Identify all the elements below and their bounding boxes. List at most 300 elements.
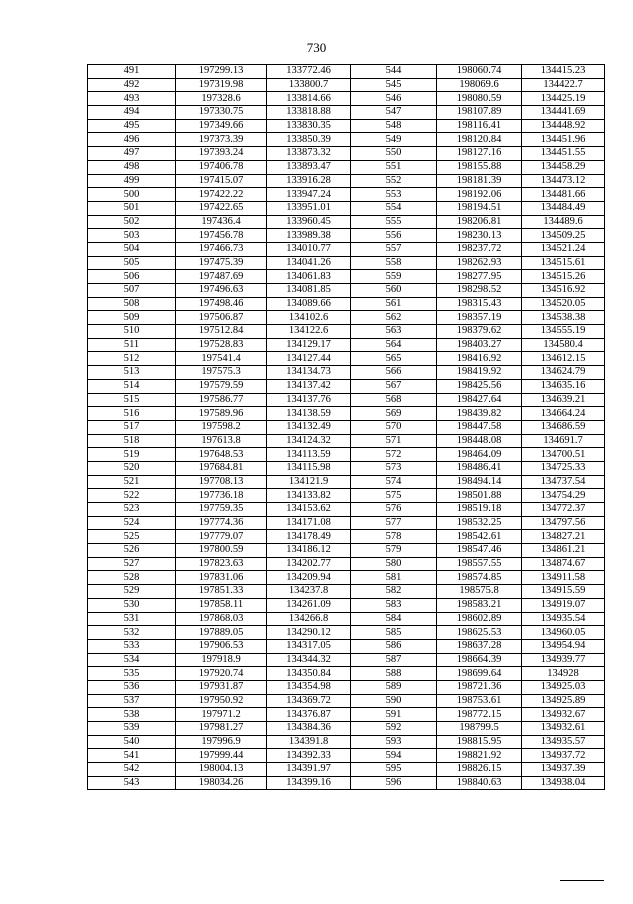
- x-coordinate-left: 197759.35: [176, 503, 267, 517]
- x-coordinate-left: 197981.27: [176, 722, 267, 736]
- table-row: [88, 270, 605, 284]
- x-coordinate-left: 197475.39: [176, 256, 267, 270]
- y-coordinate-right: 134939.77: [522, 653, 605, 667]
- table-row: [88, 626, 605, 640]
- x-coordinate-right: 198277.95: [437, 270, 522, 284]
- y-coordinate-right: 134473.12: [522, 174, 605, 188]
- y-coordinate-left: 134376.87: [267, 708, 351, 722]
- x-coordinate-right: 198448.08: [437, 434, 522, 448]
- x-coordinate-right: 198557.55: [437, 557, 522, 571]
- x-coordinate-left: 197579.59: [176, 379, 267, 393]
- point-number-right: 550: [351, 147, 437, 161]
- x-coordinate-left: 197996.9: [176, 735, 267, 749]
- point-number-right: 584: [351, 612, 437, 626]
- x-coordinate-right: 198699.64: [437, 667, 522, 681]
- y-coordinate-left: 133800.7: [267, 78, 351, 92]
- table-row: [88, 311, 605, 325]
- point-number-left: 523: [88, 503, 176, 517]
- y-coordinate-left: 133850.39: [267, 133, 351, 147]
- point-number-right: 544: [351, 65, 437, 79]
- point-number-left: 492: [88, 78, 176, 92]
- point-number-right: 575: [351, 489, 437, 503]
- x-coordinate-right: 198120.84: [437, 133, 522, 147]
- point-number-right: 553: [351, 188, 437, 202]
- table-row: [88, 284, 605, 298]
- y-coordinate-left: 134061.83: [267, 270, 351, 284]
- y-coordinate-right: 134520.05: [522, 297, 605, 311]
- x-coordinate-right: 198206.81: [437, 215, 522, 229]
- x-coordinate-left: 197319.98: [176, 78, 267, 92]
- x-coordinate-left: 197487.69: [176, 270, 267, 284]
- x-coordinate-right: 198237.72: [437, 242, 522, 256]
- x-coordinate-right: 198181.39: [437, 174, 522, 188]
- table-row: [88, 242, 605, 256]
- x-coordinate-left: 197736.18: [176, 489, 267, 503]
- y-coordinate-left: 134369.72: [267, 694, 351, 708]
- y-coordinate-left: 134137.42: [267, 379, 351, 393]
- point-number-left: 528: [88, 571, 176, 585]
- point-number-left: 517: [88, 420, 176, 434]
- point-number-left: 518: [88, 434, 176, 448]
- point-number-right: 579: [351, 544, 437, 558]
- x-coordinate-right: 198532.25: [437, 516, 522, 530]
- y-coordinate-right: 134925.03: [522, 680, 605, 694]
- y-coordinate-right: 134938.04: [522, 776, 605, 790]
- x-coordinate-left: 197528.83: [176, 338, 267, 352]
- point-number-right: 549: [351, 133, 437, 147]
- y-coordinate-right: 134635.16: [522, 379, 605, 393]
- table-row: [88, 119, 605, 133]
- table-row: [88, 585, 605, 599]
- y-coordinate-left: 134350.84: [267, 667, 351, 681]
- point-number-right: 572: [351, 448, 437, 462]
- x-coordinate-left: 197512.84: [176, 325, 267, 339]
- point-number-left: 538: [88, 708, 176, 722]
- y-coordinate-left: 133989.38: [267, 229, 351, 243]
- table-row: [88, 749, 605, 763]
- point-number-left: 501: [88, 201, 176, 215]
- table-row: [88, 735, 605, 749]
- x-coordinate-left: 197823.63: [176, 557, 267, 571]
- y-coordinate-right: 134960.05: [522, 626, 605, 640]
- point-number-right: 583: [351, 598, 437, 612]
- table-row: [88, 379, 605, 393]
- table-row: [88, 544, 605, 558]
- table-row: [88, 78, 605, 92]
- x-coordinate-right: 198575.8: [437, 585, 522, 599]
- point-number-left: 514: [88, 379, 176, 393]
- x-coordinate-left: 198034.26: [176, 776, 267, 790]
- table-row: [88, 338, 605, 352]
- x-coordinate-right: 198379.62: [437, 325, 522, 339]
- point-number-left: 515: [88, 393, 176, 407]
- table-row: [88, 489, 605, 503]
- x-coordinate-right: 198419.92: [437, 366, 522, 380]
- y-coordinate-right: 134624.79: [522, 366, 605, 380]
- point-number-left: 539: [88, 722, 176, 736]
- x-coordinate-left: 197999.44: [176, 749, 267, 763]
- y-coordinate-left: 133893.47: [267, 160, 351, 174]
- point-number-right: 570: [351, 420, 437, 434]
- y-coordinate-right: 134772.37: [522, 503, 605, 517]
- x-coordinate-right: 198080.59: [437, 92, 522, 106]
- y-coordinate-left: 134102.6: [267, 311, 351, 325]
- table-row: [88, 407, 605, 421]
- point-number-left: 499: [88, 174, 176, 188]
- table-row: [88, 448, 605, 462]
- x-coordinate-left: 197858.11: [176, 598, 267, 612]
- y-coordinate-right: 134874.67: [522, 557, 605, 571]
- y-coordinate-right: 134935.57: [522, 735, 605, 749]
- table-row: [88, 503, 605, 517]
- x-coordinate-right: 198464.09: [437, 448, 522, 462]
- table-row: [88, 475, 605, 489]
- y-coordinate-left: 134384.36: [267, 722, 351, 736]
- table-row: [88, 708, 605, 722]
- point-number-left: 532: [88, 626, 176, 640]
- y-coordinate-right: 134827.21: [522, 530, 605, 544]
- point-number-left: 524: [88, 516, 176, 530]
- point-number-left: 509: [88, 311, 176, 325]
- point-number-left: 498: [88, 160, 176, 174]
- table-row: [88, 188, 605, 202]
- x-coordinate-right: 198753.61: [437, 694, 522, 708]
- table-row: [88, 174, 605, 188]
- x-coordinate-left: 197406.78: [176, 160, 267, 174]
- x-coordinate-right: 198107.89: [437, 106, 522, 120]
- y-coordinate-right: 134458.29: [522, 160, 605, 174]
- y-coordinate-right: 134954.94: [522, 639, 605, 653]
- point-number-left: 534: [88, 653, 176, 667]
- x-coordinate-left: 197541.4: [176, 352, 267, 366]
- point-number-right: 568: [351, 393, 437, 407]
- y-coordinate-right: 134451.96: [522, 133, 605, 147]
- y-coordinate-left: 134209.94: [267, 571, 351, 585]
- y-coordinate-right: 134861.21: [522, 544, 605, 558]
- x-coordinate-left: 197779.07: [176, 530, 267, 544]
- point-number-right: 548: [351, 119, 437, 133]
- y-coordinate-left: 134171.08: [267, 516, 351, 530]
- table-row: [88, 612, 605, 626]
- x-coordinate-right: 198192.06: [437, 188, 522, 202]
- y-coordinate-right: 134451.55: [522, 147, 605, 161]
- footer-divider: [560, 880, 604, 881]
- table-row: [88, 776, 605, 790]
- y-coordinate-right: 134937.72: [522, 749, 605, 763]
- x-coordinate-right: 198127.16: [437, 147, 522, 161]
- point-number-left: 535: [88, 667, 176, 681]
- point-number-left: 516: [88, 407, 176, 421]
- point-number-right: 585: [351, 626, 437, 640]
- y-coordinate-left: 134391.97: [267, 763, 351, 777]
- x-coordinate-left: 197851.33: [176, 585, 267, 599]
- x-coordinate-right: 198194.51: [437, 201, 522, 215]
- point-number-right: 565: [351, 352, 437, 366]
- y-coordinate-right: 134612.15: [522, 352, 605, 366]
- y-coordinate-right: 134700.51: [522, 448, 605, 462]
- y-coordinate-left: 134186.12: [267, 544, 351, 558]
- table-row: [88, 722, 605, 736]
- table-row: [88, 215, 605, 229]
- point-number-left: 513: [88, 366, 176, 380]
- y-coordinate-left: 134127.44: [267, 352, 351, 366]
- y-coordinate-left: 134137.76: [267, 393, 351, 407]
- y-coordinate-left: 134178.49: [267, 530, 351, 544]
- y-coordinate-left: 134266.8: [267, 612, 351, 626]
- point-number-right: 591: [351, 708, 437, 722]
- point-number-left: 491: [88, 65, 176, 79]
- point-number-left: 543: [88, 776, 176, 790]
- x-coordinate-left: 197918.9: [176, 653, 267, 667]
- x-coordinate-right: 198425.56: [437, 379, 522, 393]
- x-coordinate-left: 197456.78: [176, 229, 267, 243]
- x-coordinate-right: 198416.92: [437, 352, 522, 366]
- point-number-left: 520: [88, 461, 176, 475]
- table-row: [88, 393, 605, 407]
- point-number-right: 560: [351, 284, 437, 298]
- point-number-right: 569: [351, 407, 437, 421]
- point-number-right: 580: [351, 557, 437, 571]
- point-number-left: 530: [88, 598, 176, 612]
- x-coordinate-left: 197422.65: [176, 201, 267, 215]
- table-row: [88, 160, 605, 174]
- x-coordinate-left: 197373.39: [176, 133, 267, 147]
- table-row: [88, 92, 605, 106]
- x-coordinate-left: 197800.59: [176, 544, 267, 558]
- x-coordinate-right: 198840.63: [437, 776, 522, 790]
- y-coordinate-right: 134737.54: [522, 475, 605, 489]
- y-coordinate-right: 134691.7: [522, 434, 605, 448]
- point-number-left: 527: [88, 557, 176, 571]
- x-coordinate-right: 198815.95: [437, 735, 522, 749]
- y-coordinate-right: 134425.19: [522, 92, 605, 106]
- x-coordinate-right: 198447.58: [437, 420, 522, 434]
- y-coordinate-left: 134237.8: [267, 585, 351, 599]
- point-number-right: 589: [351, 680, 437, 694]
- y-coordinate-left: 134089.66: [267, 297, 351, 311]
- x-coordinate-left: 197684.81: [176, 461, 267, 475]
- table-row: [88, 133, 605, 147]
- x-coordinate-right: 198826.15: [437, 763, 522, 777]
- table-row: [88, 147, 605, 161]
- x-coordinate-left: 197466.73: [176, 242, 267, 256]
- point-number-left: 502: [88, 215, 176, 229]
- y-coordinate-right: 134925.89: [522, 694, 605, 708]
- x-coordinate-right: 198069.6: [437, 78, 522, 92]
- y-coordinate-right: 134932.61: [522, 722, 605, 736]
- point-number-left: 512: [88, 352, 176, 366]
- table-row: [88, 571, 605, 585]
- x-coordinate-left: 197498.46: [176, 297, 267, 311]
- point-number-left: 540: [88, 735, 176, 749]
- x-coordinate-right: 198427.64: [437, 393, 522, 407]
- x-coordinate-left: 197415.07: [176, 174, 267, 188]
- x-coordinate-right: 198602.89: [437, 612, 522, 626]
- x-coordinate-right: 198547.46: [437, 544, 522, 558]
- point-number-right: 587: [351, 653, 437, 667]
- y-coordinate-right: 134489.6: [522, 215, 605, 229]
- x-coordinate-left: 197598.2: [176, 420, 267, 434]
- point-number-right: 555: [351, 215, 437, 229]
- point-number-right: 552: [351, 174, 437, 188]
- x-coordinate-right: 198060.74: [437, 65, 522, 79]
- table-row: [88, 434, 605, 448]
- x-coordinate-left: 197393.24: [176, 147, 267, 161]
- x-coordinate-left: 197950.92: [176, 694, 267, 708]
- point-number-left: 541: [88, 749, 176, 763]
- table-row: [88, 516, 605, 530]
- point-number-left: 511: [88, 338, 176, 352]
- point-number-right: 558: [351, 256, 437, 270]
- table-row: [88, 557, 605, 571]
- point-number-right: 546: [351, 92, 437, 106]
- point-number-left: 531: [88, 612, 176, 626]
- point-number-right: 592: [351, 722, 437, 736]
- y-coordinate-left: 133830.35: [267, 119, 351, 133]
- y-coordinate-right: 134686.59: [522, 420, 605, 434]
- x-coordinate-left: 197589.96: [176, 407, 267, 421]
- point-number-left: 500: [88, 188, 176, 202]
- table-row: [88, 366, 605, 380]
- x-coordinate-left: 197774.36: [176, 516, 267, 530]
- y-coordinate-right: 134441.69: [522, 106, 605, 120]
- point-number-right: 588: [351, 667, 437, 681]
- table-row: [88, 106, 605, 120]
- y-coordinate-right: 134555.19: [522, 325, 605, 339]
- x-coordinate-left: 197708.13: [176, 475, 267, 489]
- x-coordinate-left: 197889.05: [176, 626, 267, 640]
- x-coordinate-left: 197422.22: [176, 188, 267, 202]
- point-number-left: 519: [88, 448, 176, 462]
- y-coordinate-right: 134516.92: [522, 284, 605, 298]
- table-body: [88, 65, 605, 790]
- x-coordinate-right: 198542.61: [437, 530, 522, 544]
- table-row: [88, 352, 605, 366]
- y-coordinate-left: 134261.09: [267, 598, 351, 612]
- point-number-right: 557: [351, 242, 437, 256]
- point-number-right: 577: [351, 516, 437, 530]
- y-coordinate-left: 133960.45: [267, 215, 351, 229]
- point-number-right: 581: [351, 571, 437, 585]
- y-coordinate-left: 134113.59: [267, 448, 351, 462]
- point-number-left: 497: [88, 147, 176, 161]
- y-coordinate-right: 134509.25: [522, 229, 605, 243]
- point-number-left: 537: [88, 694, 176, 708]
- point-number-right: 595: [351, 763, 437, 777]
- table-row: [88, 256, 605, 270]
- point-number-right: 551: [351, 160, 437, 174]
- y-coordinate-right: 134448.92: [522, 119, 605, 133]
- point-number-left: 525: [88, 530, 176, 544]
- table-row: [88, 653, 605, 667]
- y-coordinate-left: 133947.24: [267, 188, 351, 202]
- point-number-left: 529: [88, 585, 176, 599]
- x-coordinate-left: 197496.63: [176, 284, 267, 298]
- point-number-right: 566: [351, 366, 437, 380]
- table-row: [88, 325, 605, 339]
- x-coordinate-right: 198664.39: [437, 653, 522, 667]
- y-coordinate-right: 134915.59: [522, 585, 605, 599]
- x-coordinate-right: 198583.21: [437, 598, 522, 612]
- x-coordinate-right: 198357.19: [437, 311, 522, 325]
- point-number-left: 505: [88, 256, 176, 270]
- point-number-right: 563: [351, 325, 437, 339]
- point-number-left: 526: [88, 544, 176, 558]
- x-coordinate-right: 198230.13: [437, 229, 522, 243]
- y-coordinate-right: 134639.21: [522, 393, 605, 407]
- y-coordinate-left: 134290.12: [267, 626, 351, 640]
- x-coordinate-left: 197868.03: [176, 612, 267, 626]
- point-number-right: 547: [351, 106, 437, 120]
- y-coordinate-left: 134399.16: [267, 776, 351, 790]
- y-coordinate-left: 134317.05: [267, 639, 351, 653]
- point-number-right: 574: [351, 475, 437, 489]
- point-number-right: 586: [351, 639, 437, 653]
- point-number-right: 545: [351, 78, 437, 92]
- point-number-left: 496: [88, 133, 176, 147]
- y-coordinate-right: 134422.7: [522, 78, 605, 92]
- point-number-right: 594: [351, 749, 437, 763]
- x-coordinate-right: 198439.82: [437, 407, 522, 421]
- x-coordinate-right: 198486.41: [437, 461, 522, 475]
- y-coordinate-right: 134484.49: [522, 201, 605, 215]
- point-number-right: 554: [351, 201, 437, 215]
- point-number-left: 542: [88, 763, 176, 777]
- y-coordinate-left: 134202.77: [267, 557, 351, 571]
- x-coordinate-right: 198298.52: [437, 284, 522, 298]
- point-number-left: 521: [88, 475, 176, 489]
- point-number-right: 596: [351, 776, 437, 790]
- point-number-left: 536: [88, 680, 176, 694]
- x-coordinate-right: 198637.28: [437, 639, 522, 653]
- x-coordinate-right: 198262.93: [437, 256, 522, 270]
- x-coordinate-right: 198116.41: [437, 119, 522, 133]
- point-number-right: 556: [351, 229, 437, 243]
- y-coordinate-left: 134138.59: [267, 407, 351, 421]
- x-coordinate-left: 197971.2: [176, 708, 267, 722]
- point-number-left: 522: [88, 489, 176, 503]
- y-coordinate-right: 134664.24: [522, 407, 605, 421]
- x-coordinate-right: 198799.5: [437, 722, 522, 736]
- table-row: [88, 297, 605, 311]
- y-coordinate-left: 134391.8: [267, 735, 351, 749]
- y-coordinate-left: 134122.6: [267, 325, 351, 339]
- x-coordinate-left: 197349.66: [176, 119, 267, 133]
- point-number-left: 510: [88, 325, 176, 339]
- point-number-right: 582: [351, 585, 437, 599]
- x-coordinate-right: 198519.18: [437, 503, 522, 517]
- x-coordinate-right: 198772.15: [437, 708, 522, 722]
- table-row: [88, 201, 605, 215]
- y-coordinate-left: 134153.62: [267, 503, 351, 517]
- x-coordinate-left: 197906.53: [176, 639, 267, 653]
- y-coordinate-right: 134932.67: [522, 708, 605, 722]
- y-coordinate-left: 134041.26: [267, 256, 351, 270]
- y-coordinate-right: 134937.39: [522, 763, 605, 777]
- x-coordinate-right: 198403.27: [437, 338, 522, 352]
- x-coordinate-right: 198821.92: [437, 749, 522, 763]
- point-number-right: 593: [351, 735, 437, 749]
- point-number-right: 559: [351, 270, 437, 284]
- y-coordinate-left: 133873.32: [267, 147, 351, 161]
- x-coordinate-right: 198625.53: [437, 626, 522, 640]
- y-coordinate-left: 134121.9: [267, 475, 351, 489]
- y-coordinate-left: 134129.17: [267, 338, 351, 352]
- x-coordinate-right: 198494.14: [437, 475, 522, 489]
- y-coordinate-left: 134124.32: [267, 434, 351, 448]
- point-number-right: 562: [351, 311, 437, 325]
- x-coordinate-left: 197299.13: [176, 65, 267, 79]
